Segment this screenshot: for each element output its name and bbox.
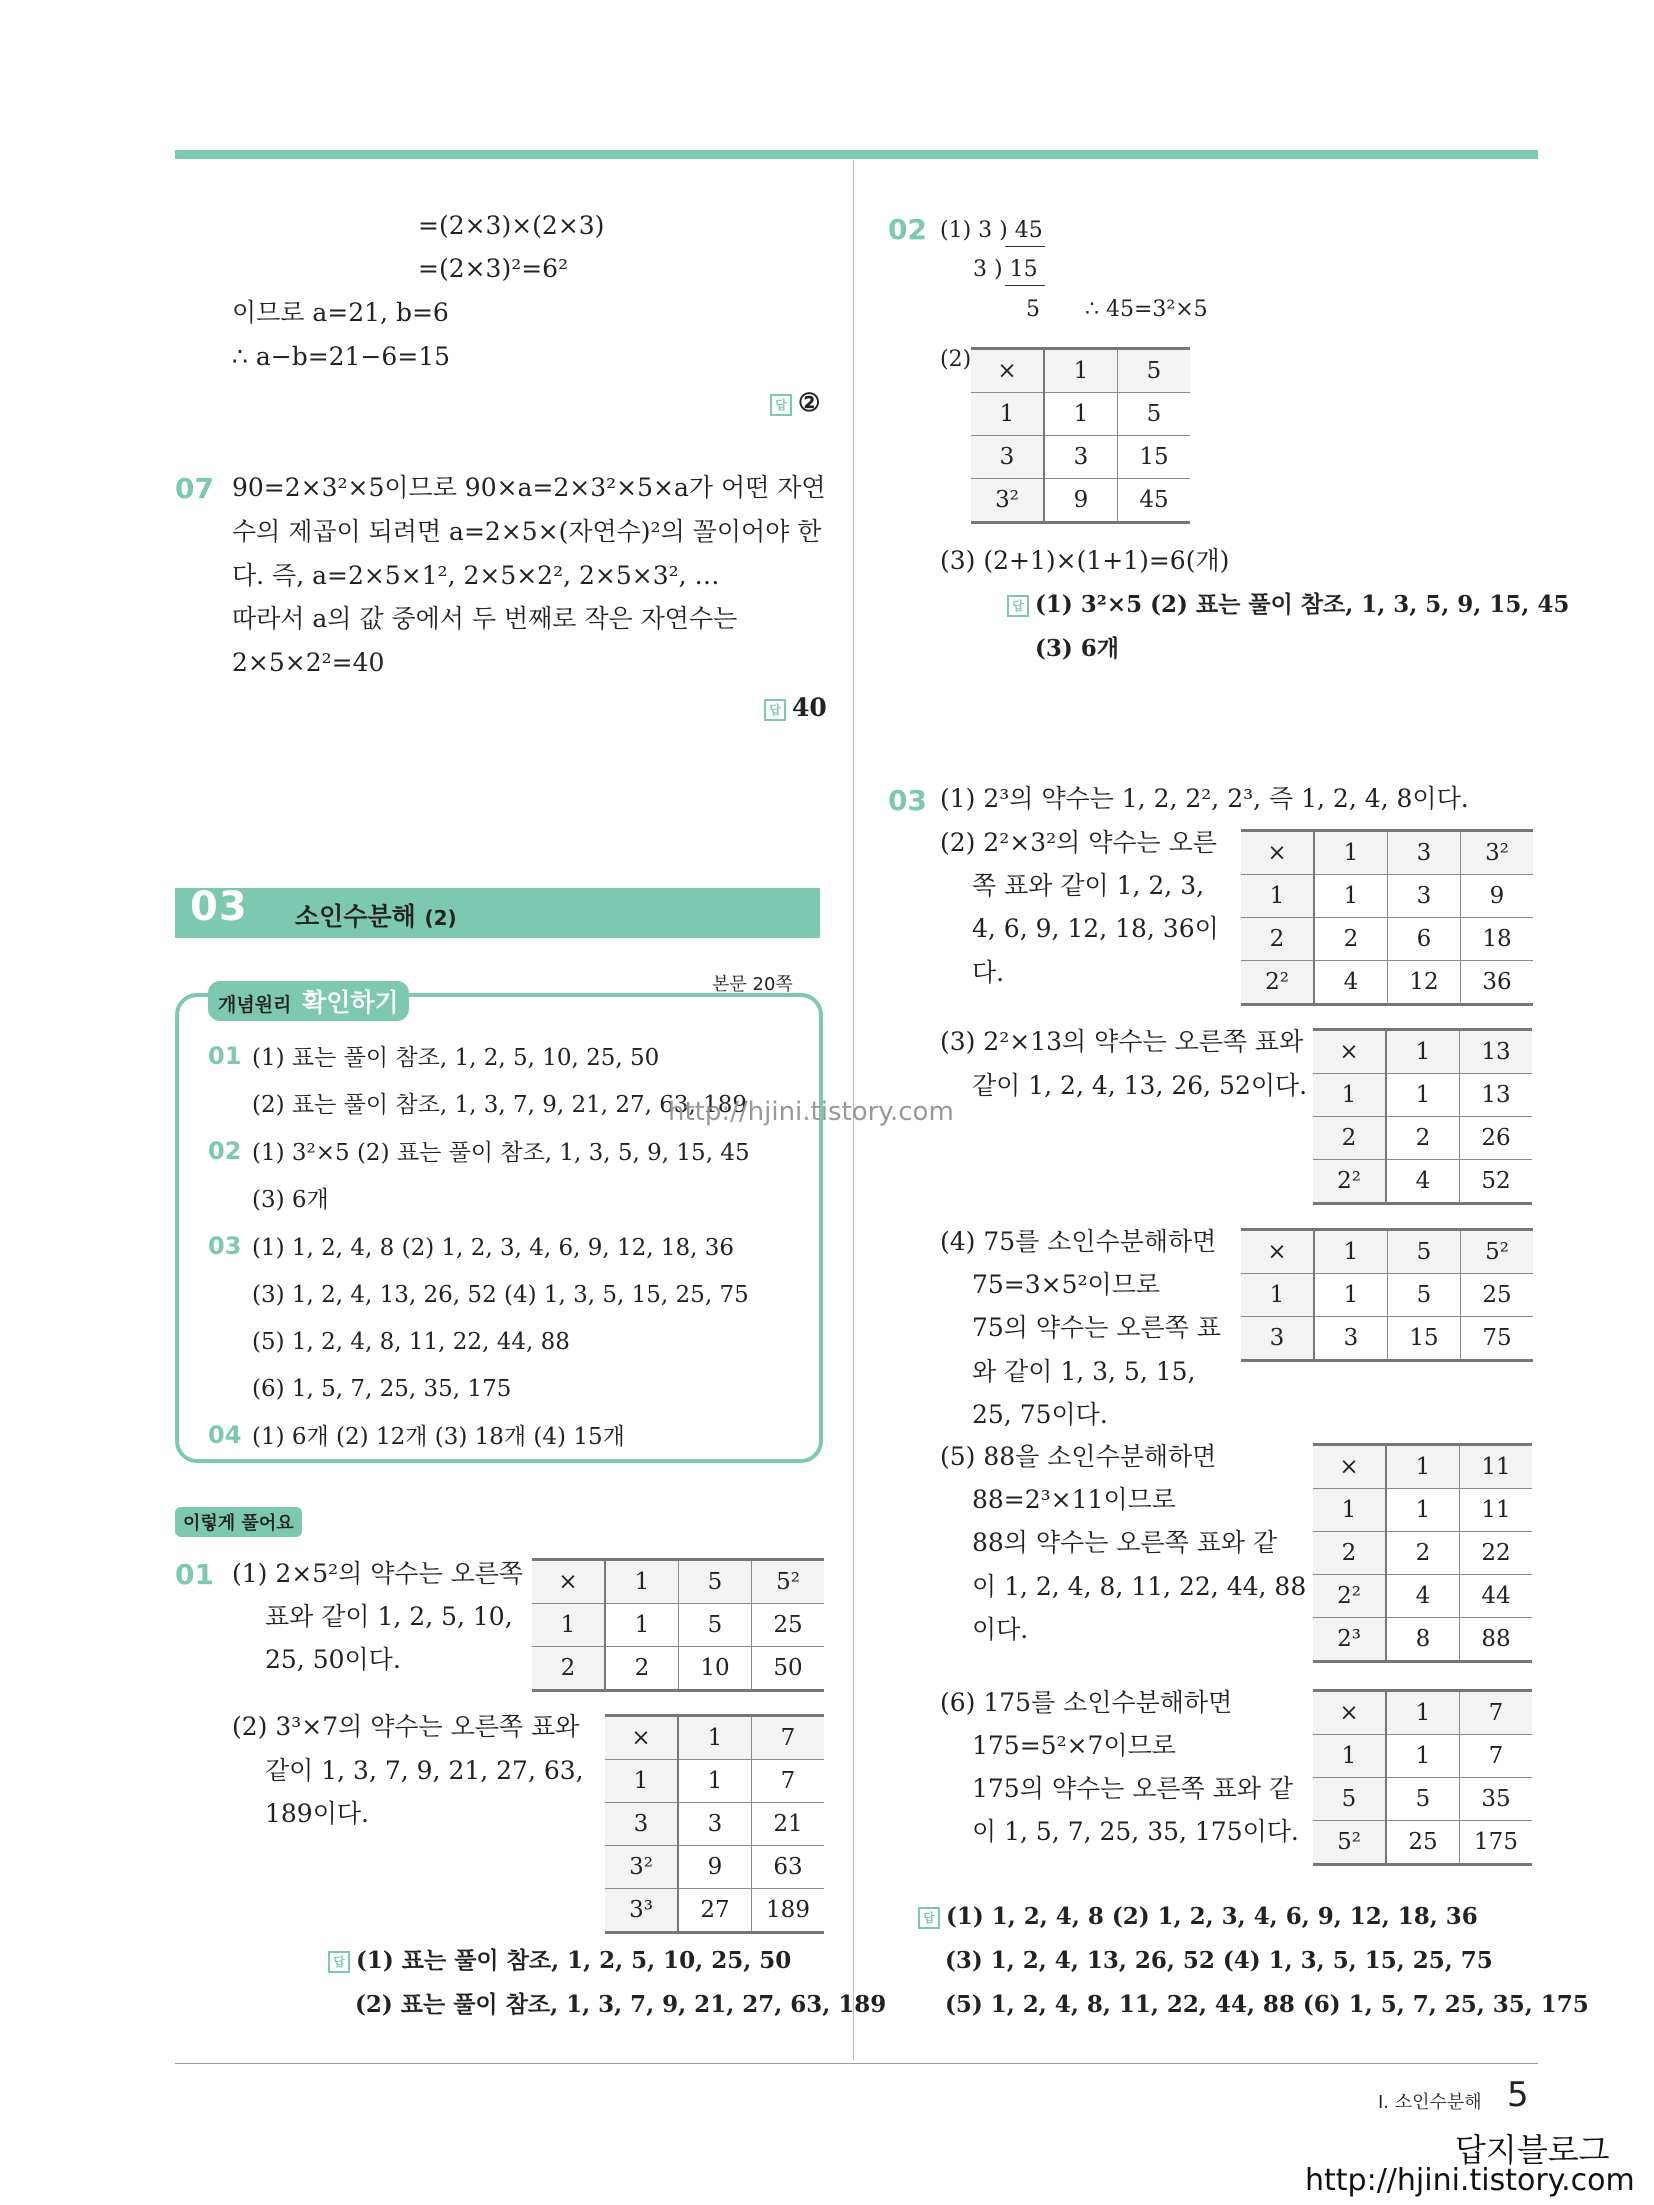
table-header-cell: × [1241,831,1314,875]
table-row [971,436,1190,479]
q07-answer [764,693,827,723]
table-cell: 2 [1386,1532,1460,1575]
table-cell: 9 [1461,875,1534,918]
table-row [971,479,1190,523]
table-cell: 21 [752,1803,825,1846]
div-bar-1 [1005,246,1045,247]
table-cell: 6 [1388,918,1461,961]
r03-p2-line-1: (2) 2²×3²의 약수는 오른 [940,828,1217,857]
table-cell: 25 [1386,1821,1460,1865]
solve-tag: 이렇게 풀어요 [175,1507,302,1537]
table-cell: 2² [1241,961,1314,1005]
s01-number: 01 [175,1558,214,1591]
table-row [1313,1030,1532,1074]
r03-answer-3: (5) 1, 2, 4, 8, 11, 22, 44, 88 (6) 1, 5, 7, 25, 35, 175 [945,1991,1589,2018]
r03-p6-line-3: 175의 약수는 오른쪽 표와 같 [972,1774,1294,1803]
table-header-cell: 3 [1388,831,1461,875]
table-cell: 3 [971,436,1044,479]
table-cell: 1 [1313,1735,1386,1778]
table-cell: 3 [1388,875,1461,918]
table-header-cell: × [605,1716,678,1760]
page-ref: 본문 20쪽 [712,974,793,995]
table-cell: 10 [679,1647,752,1691]
table-cell: 27 [678,1889,752,1933]
s01-p2-line-1: (2) 3³×7의 약수는 오른쪽 표와 [232,1712,580,1741]
table-row [1313,1445,1532,1489]
table-cell: 1 [1386,1074,1460,1117]
divisor-table-r03-2 [1241,829,1533,1006]
concept-num-01: 01 [208,1042,242,1070]
table-row [1241,1230,1533,1274]
concept-row-5: (1) 1, 2, 4, 8 (2) 1, 2, 3, 4, 6, 9, 12, 18, 36 [252,1235,735,1261]
r03-p3-line-2: 같이 1, 2, 4, 13, 26, 52이다. [972,1071,1308,1100]
r02-number: 02 [888,213,927,246]
s01-p2-line-3: 189이다. [265,1799,369,1828]
table-cell: 36 [1461,961,1534,1005]
s01-answer-1-text: (1) 표는 풀이 참조, 1, 2, 5, 10, 25, 50 [356,1947,792,1974]
r02-div-4: ∴ 45=3²×5 [1085,297,1208,322]
r03-p2-line-4: 다. [972,958,1005,987]
table-cell: 4 [1386,1160,1460,1204]
divisor-table-r03-3 [1313,1028,1532,1205]
divisor-table-left-2 [605,1714,824,1934]
table-row [532,1560,824,1604]
r03-answer-2: (3) 1, 2, 4, 13, 26, 52 (4) 1, 3, 5, 15, 25, 75 [945,1947,1493,1974]
concept-row-6: (3) 1, 2, 4, 13, 26, 52 (4) 1, 3, 5, 15, 25, 75 [252,1282,749,1308]
table-row [1313,1821,1532,1865]
table-cell: 2³ [1313,1618,1386,1662]
r03-p5-line-4: 이 1, 2, 4, 8, 11, 22, 44, 88 [972,1572,1307,1601]
table-header-cell: × [1241,1230,1314,1274]
table-cell: 3 [1241,1317,1314,1361]
table-header-cell: 5 [679,1560,752,1604]
r02-div-2: 3 ) 15 [973,257,1038,282]
table-cell: 25 [752,1604,825,1647]
table-cell: 5 [679,1604,752,1647]
table-row [532,1647,824,1691]
table-row [1313,1618,1532,1662]
table-cell: 4 [1386,1575,1460,1618]
table-row [1313,1074,1532,1117]
table-row [971,349,1190,393]
section-title-text: 소인수분해 [295,902,416,931]
table-cell: 52 [1460,1160,1533,1204]
table-cell: 1 [605,1760,678,1803]
table-cell: 35 [1460,1778,1533,1821]
r03-p4-line-5: 25, 75이다. [972,1400,1108,1429]
table-header-cell: 1 [1314,1230,1388,1274]
concept-num-03: 03 [208,1232,242,1260]
table-cell: 1 [1314,1274,1388,1317]
table-row [1313,1691,1532,1735]
table-header-cell: 1 [678,1716,752,1760]
div-bar-2 [1005,285,1045,286]
table-cell: 5 [1313,1778,1386,1821]
table-cell: 1 [678,1760,752,1803]
table-header-cell: 5² [1461,1230,1534,1274]
concept-row-8: (6) 1, 5, 7, 25, 35, 175 [252,1376,512,1402]
watermark-mid: http://hjini.tistory.com [668,1097,954,1127]
table-row [1313,1532,1532,1575]
table-header-cell: 5 [1388,1230,1461,1274]
table-row [605,1716,824,1760]
r03-p1: (1) 2³의 약수는 1, 2, 2², 2³, 즉 1, 2, 4, 8이다. [940,784,1469,813]
table-cell: 1 [1313,1074,1386,1117]
table-cell: 8 [1386,1618,1460,1662]
table-row [1313,1575,1532,1618]
s01-p1-line-2: 표와 같이 1, 2, 5, 10, [265,1602,513,1631]
table-cell: 2 [605,1647,679,1691]
table-cell: 3 [1314,1317,1388,1361]
section-title [295,897,457,933]
table-cell: 2 [1241,918,1314,961]
table-cell: 15 [1118,436,1191,479]
table-cell: 2² [1313,1160,1386,1204]
table-cell: 1 [971,393,1044,436]
r02-answer-1-text: (1) 3²×5 (2) 표는 풀이 참조, 1, 3, 5, 9, 15, 45 [1035,591,1570,618]
table-cell: 3² [971,479,1044,523]
table-cell: 2 [1314,918,1388,961]
r03-p2-line-3: 4, 6, 9, 12, 18, 36이 [972,914,1219,943]
table-header-cell: 7 [1460,1691,1533,1735]
table-cell: 175 [1460,1821,1533,1865]
answer-icon: 답 [918,1907,940,1929]
table-cell: 1 [1386,1489,1460,1532]
table-cell: 1 [532,1604,605,1647]
concept-row-2: (2) 표는 풀이 참조, 1, 3, 7, 9, 21, 27, 63, 189 [252,1092,748,1118]
table-cell: 3 [678,1803,752,1846]
watermark-url: http://hjini.tistory.com [1305,2163,1635,2198]
table-cell: 44 [1460,1575,1533,1618]
table-cell: 15 [1388,1317,1461,1361]
table-header-cell: 1 [1386,1691,1460,1735]
r03-p2-line-2: 쪽 표와 같이 1, 2, 3, [972,871,1205,900]
watermark-blog: 답지블로그 [1455,2131,1610,2169]
r02-div-3: 5 [1026,297,1040,322]
cont-answer [770,388,820,418]
r02-answer-1 [1007,590,1569,620]
table-row [1313,1778,1532,1821]
table-row [1241,875,1533,918]
divisor-table-r03-5 [1313,1443,1532,1663]
s01-p1-line-3: 25, 50이다. [265,1645,401,1674]
s01-answer-1 [328,1946,791,1976]
r03-p5-line-1: (5) 88을 소인수분해하면 [940,1442,1217,1471]
section-banner [175,888,820,938]
cont-line-2: =(2×3)²=6² [418,254,569,283]
concept-row-3: (1) 3²×5 (2) 표는 풀이 참조, 1, 3, 5, 9, 15, 45 [252,1140,750,1166]
table-row [605,1803,824,1846]
table-cell: 50 [752,1647,825,1691]
page-number: 5 [1507,2075,1529,2115]
table-cell: 5² [1313,1821,1386,1865]
concept-row-9: (1) 6개 (2) 12개 (3) 18개 (4) 15개 [252,1424,625,1450]
table-cell: 3² [605,1846,678,1889]
table-cell: 7 [1460,1735,1533,1778]
table-cell: 189 [752,1889,825,1933]
r02-div-1: (1) 3 ) 45 [940,218,1043,243]
divisor-table-left-1 [532,1558,824,1692]
table-header-cell: 1 [1386,1445,1460,1489]
table-row [1241,1274,1533,1317]
q07-line-3: 다. 즉, a=2×5×1², 2×5×2², 2×5×3², … [232,561,720,590]
table-header-cell: × [971,349,1044,393]
table-cell: 2 [1386,1117,1460,1160]
table-cell: 1 [1044,393,1118,436]
table-row [605,1760,824,1803]
table-row [1241,831,1533,875]
table-cell: 4 [1314,961,1388,1005]
concept-row-1: (1) 표는 풀이 참조, 1, 2, 5, 10, 25, 50 [252,1045,660,1071]
table-cell: 5 [1386,1778,1460,1821]
table-row [532,1604,824,1647]
table-cell: 18 [1461,918,1534,961]
table-header-cell: 7 [752,1716,825,1760]
r03-p4-line-2: 75=3×5²이므로 [972,1270,1160,1299]
s01-p2-line-2: 같이 1, 3, 7, 9, 21, 27, 63, [265,1756,584,1785]
table-cell: 75 [1461,1317,1534,1361]
table-cell: 88 [1460,1618,1533,1662]
section-title-sub: (2) [424,906,457,930]
r03-answer-1-text: (1) 1, 2, 4, 8 (2) 1, 2, 3, 4, 6, 9, 12, 18, 36 [946,1903,1478,1930]
table-header-cell: 13 [1460,1030,1533,1074]
table-header-cell: 1 [1386,1030,1460,1074]
cont-line-1: =(2×3)×(2×3) [418,211,605,240]
table-cell: 2 [532,1647,605,1691]
table-header-cell: 1 [605,1560,679,1604]
table-cell: 3³ [605,1889,678,1933]
q07-line-2: 수의 제곱이 되려면 a=2×5×(자연수)²의 꼴이어야 한 [232,517,822,546]
table-cell: 1 [1386,1735,1460,1778]
concept-tag-2: 확인하기 [302,988,399,1017]
table-cell: 1 [1313,1489,1386,1532]
table-header-cell: × [1313,1445,1386,1489]
table-row [1313,1160,1532,1204]
s01-answer-2: (2) 표는 풀이 참조, 1, 3, 7, 9, 21, 27, 63, 189 [355,1991,887,2018]
table-cell: 7 [752,1760,825,1803]
q07-number: 07 [175,472,214,505]
q07-line-4: 따라서 a의 값 중에서 두 번째로 작은 자연수는 [232,604,738,633]
answer-icon: 답 [764,699,786,721]
cont-line-3: 이므로 a=21, b=6 [232,298,449,327]
r03-p5-line-2: 88=2³×11이므로 [972,1485,1176,1514]
table-cell: 22 [1460,1532,1533,1575]
table-cell: 1 [1241,875,1314,918]
s01-p1-line-1: (1) 2×5²의 약수는 오른쪽 [232,1559,524,1588]
concept-tag [208,981,409,1021]
r03-p4-line-3: 75의 약수는 오른쪽 표 [972,1313,1221,1342]
answer-icon: 답 [1007,595,1029,617]
r03-p5-line-5: 이다. [972,1615,1029,1644]
r03-p4-line-4: 와 같이 1, 3, 5, 15, [972,1357,1196,1386]
table-header-cell: 1 [1314,831,1388,875]
r02-p3: (3) (2+1)×(1+1)=6(개) [940,546,1230,575]
r03-p6-line-4: 이 1, 5, 7, 25, 35, 175이다. [972,1817,1299,1846]
answer-icon: 답 [328,1951,350,1973]
divisor-table-r03-4 [1241,1228,1533,1362]
concept-num-02: 02 [208,1137,242,1165]
table-row [971,393,1190,436]
table-header-cell: 1 [1044,349,1118,393]
table-header-cell: × [1313,1030,1386,1074]
r03-p6-line-1: (6) 175를 소인수분해하면 [940,1688,1233,1717]
table-cell: 2² [1313,1575,1386,1618]
table-cell: 1 [1314,875,1388,918]
table-header-cell: × [1313,1691,1386,1735]
r03-p6-line-2: 175=5²×7이므로 [972,1731,1176,1760]
table-cell: 63 [752,1846,825,1889]
q07-line-1: 90=2×3²×5이므로 90×a=2×3²×5×a가 어떤 자연 [232,473,826,502]
header-bar [175,150,1538,159]
table-row [1241,961,1533,1005]
divisor-table-r03-6 [1313,1689,1532,1866]
footer-chapter: Ⅰ. 소인수분해 [1378,2092,1482,2113]
table-header-cell: 3² [1461,831,1534,875]
concept-tag-1: 개념원리 [218,994,292,1016]
table-cell: 3 [605,1803,678,1846]
r03-p3-line-1: (3) 2²×13의 약수는 오른쪽 표와 [940,1027,1304,1056]
table-cell: 1 [605,1604,679,1647]
table-cell: 5 [1118,393,1191,436]
table-header-cell: × [532,1560,605,1604]
table-cell: 25 [1461,1274,1534,1317]
answer-icon: 답 [770,394,792,416]
table-row [1313,1117,1532,1160]
cont-answer-value: ② [798,388,821,417]
footer-line [175,2063,1538,2064]
q07-answer-value: 40 [792,693,827,722]
r03-p4-line-1: (4) 75를 소인수분해하면 [940,1227,1217,1256]
concept-row-7: (5) 1, 2, 4, 8, 11, 22, 44, 88 [252,1329,570,1355]
table-header-cell: 5 [1118,349,1191,393]
table-cell: 13 [1460,1074,1533,1117]
cont-line-4: ∴ a−b=21−6=15 [232,342,451,371]
table-cell: 11 [1460,1489,1533,1532]
table-cell: 45 [1118,479,1191,523]
table-cell: 3 [1044,436,1118,479]
r03-p5-line-3: 88의 약수는 오른쪽 표와 같 [972,1528,1278,1557]
table-row [605,1889,824,1933]
table-row [1313,1489,1532,1532]
r02-answer-2: (3) 6개 [1035,635,1119,662]
r02-p2-label: (2) [940,347,972,372]
table-cell: 2 [1313,1117,1386,1160]
table-cell: 26 [1460,1117,1533,1160]
table-row [1241,918,1533,961]
table-cell: 9 [1044,479,1118,523]
table-cell: 1 [1241,1274,1314,1317]
q07-line-5: 2×5×2²=40 [232,648,385,677]
table-cell: 5 [1388,1274,1461,1317]
table-cell: 9 [678,1846,752,1889]
r03-answer-1 [918,1902,1478,1932]
divisor-table-r02 [971,347,1190,524]
r03-number: 03 [888,784,927,817]
concept-num-04: 04 [208,1421,242,1449]
table-row [1241,1317,1533,1361]
concept-row-4: (3) 6개 [252,1187,329,1213]
table-row [605,1846,824,1889]
table-cell: 2 [1313,1532,1386,1575]
section-number: 03 [190,884,248,930]
table-header-cell: 5² [752,1560,825,1604]
table-row [1313,1735,1532,1778]
table-cell: 12 [1388,961,1461,1005]
table-header-cell: 11 [1460,1445,1533,1489]
